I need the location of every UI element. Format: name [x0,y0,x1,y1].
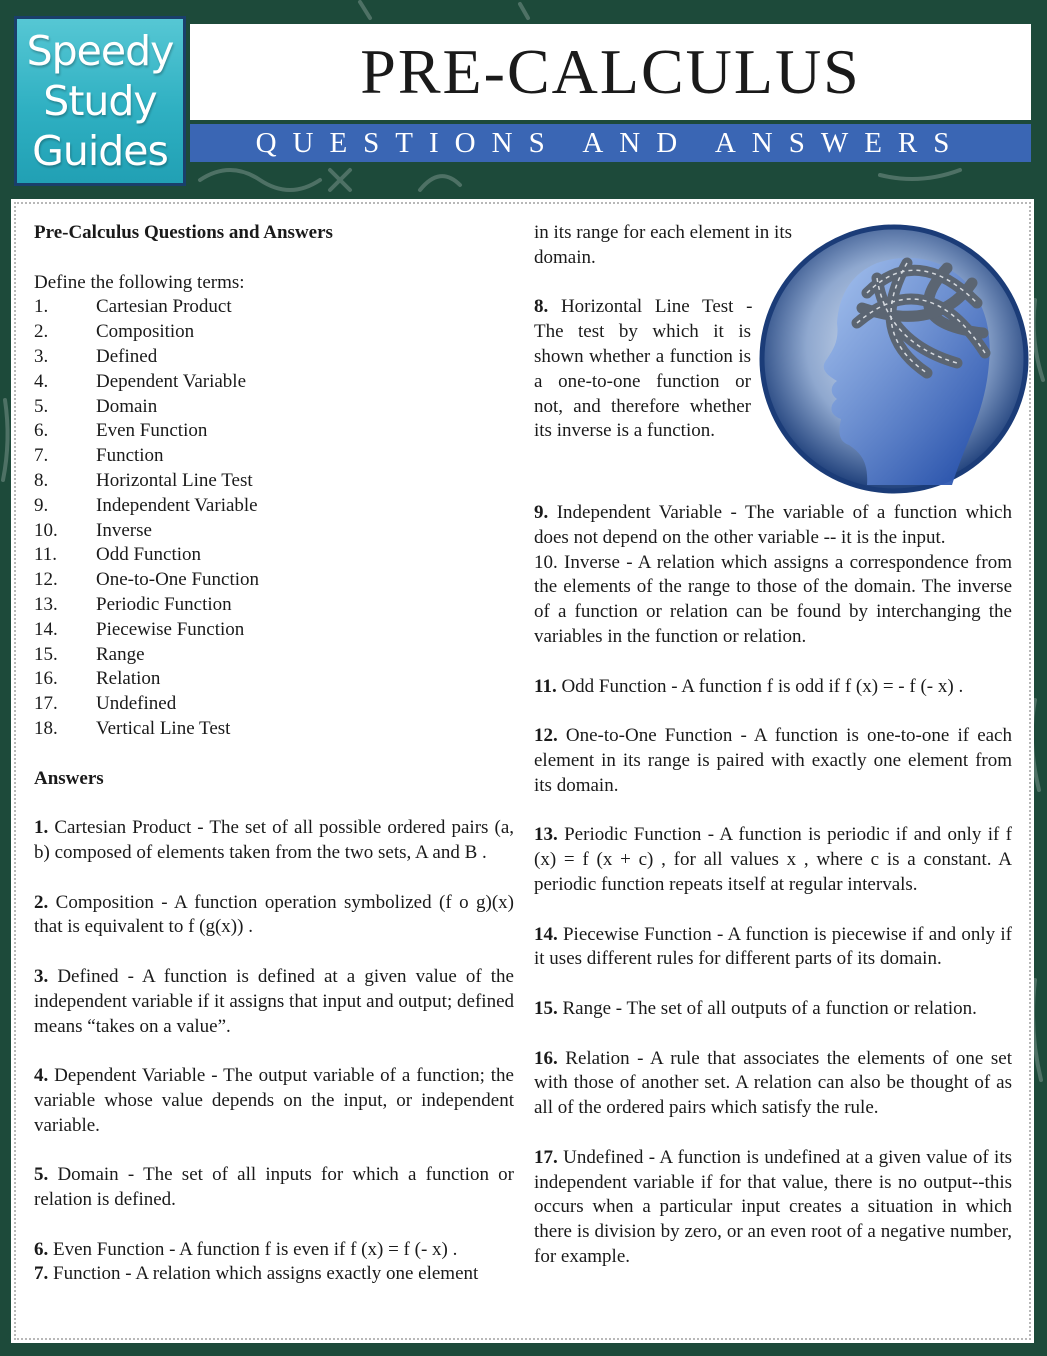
answer-text: Range - The set of all outputs of a function or relation. [557,997,977,1019]
term-number: 17. [34,693,58,715]
term-label: Dependent Variable [96,370,247,392]
answer-number: 2. [34,891,49,913]
answer-number: 8. [534,296,549,318]
list-item [34,494,514,519]
term-number: 8. [34,469,49,491]
answer-7 [34,1262,514,1287]
brain-illustration [757,223,1032,495]
list-item [34,469,514,494]
term-label: Relation [96,668,161,690]
subtitle-band [190,124,1031,162]
list-item [34,444,514,469]
answer-number: 16. [534,1047,558,1069]
term-label: Defined [96,345,158,367]
answer-11 [534,675,1012,700]
answer-number: 3. [34,965,49,987]
answer-text: Independent Variable - The variable of a function which does not depend on the other variable -- it is the input. [534,502,1012,548]
term-number: 10. [34,519,58,541]
term-label: Independent Variable [96,494,258,516]
list-item [34,667,514,692]
list-item [34,395,514,420]
logo-text-guides: Guides [32,127,168,175]
answers-heading: Answers [34,767,104,789]
term-number: 14. [34,618,58,640]
term-number: 15. [34,643,58,665]
content-heading: Pre-Calculus Questions and Answers [34,222,333,243]
term-number: 6. [34,420,49,442]
term-label: Piecewise Function [96,618,245,640]
answer-4 [34,1064,514,1138]
answer-number: 14. [534,923,558,945]
answer-number: 6. [34,1238,49,1260]
answer-number: 15. [534,997,558,1019]
answer-6 [34,1238,514,1263]
term-number: 11. [34,544,58,566]
list-item [34,692,514,717]
term-number: 2. [34,321,49,343]
answer-text: Piecewise Function - A function is piecewise if and only if it uses different rules for different parts of its domain. [534,923,1012,970]
term-number: 18. [34,717,58,739]
answer-number: 9. [534,502,549,523]
term-label: Horizontal Line Test [96,469,253,491]
answer-text: Odd Function - A function f is odd if f (x) = - f (- x) . [556,675,964,697]
term-number: 12. [34,569,58,591]
list-item [34,370,514,395]
term-label: Periodic Function [96,593,232,615]
term-label: Inverse [96,519,152,541]
term-number: 9. [34,494,49,516]
list-item [34,717,514,742]
logo-text-speedy: Speedy [26,27,174,75]
term-label: Cartesian Product [96,296,232,318]
answer-17 [534,1146,1012,1270]
term-label: Range [96,643,145,665]
answer-text: Composition - A function operation symbolized (f o g)(x) that is equivalent to f (g(x)) . [34,891,514,938]
answer-number: 17. [534,1146,558,1168]
page-subtitle: QUESTIONS AND ANSWERS [255,126,966,159]
right-column [534,221,1012,1270]
list-item [34,345,514,370]
term-number: 3. [34,345,49,367]
speedy-study-guides-logo [14,16,186,186]
left-column [34,221,514,1287]
answer-1 [34,816,514,866]
list-item [34,543,514,568]
page-title: PRE-CALCULUS [360,36,861,107]
logo-text-study: Study [43,77,157,125]
head-with-roads-icon [757,223,1032,495]
answer-text: Even Function - A function f is even if f (x) = f (- x) . [48,1238,458,1260]
answer-3 [34,965,514,1039]
answer-text: Relation - A rule that associates the elements of one set with those of another set. A relation can also be thought of as all of the ordered pairs which satisfy the rule. [534,1047,1012,1119]
list-item [34,320,514,345]
term-label: Vertical Line Test [96,717,231,739]
terms-intro: Define the following terms: [34,271,245,293]
answer-10: 10. Inverse - A relation which assigns a correspondence from the elements of the range to those of the domain. The inverse of a function or relation can be found by interchanging the variables in the function or relation. [534,551,1012,647]
term-label: One-to-One Function [96,569,260,591]
term-number: 16. [34,668,58,690]
term-number: 1. [34,296,49,318]
term-number: 5. [34,395,49,417]
answer-16 [534,1047,1012,1121]
answer-number: 1. [34,817,49,839]
answer-number: 12. [534,725,558,747]
answer-number: 5. [34,1164,49,1186]
answer-15 [534,997,1012,1022]
term-label: Undefined [96,693,177,715]
answer-text: Horizontal Line Test - The test by which it is shown whether a function is a one-to-one function or not, and therefore whether its inverse is a function. [534,296,753,442]
terms-list [34,295,514,741]
answer-text: Cartesian Product - The set of all possible ordered pairs (a, b) composed of elements taken from the two sets, A and B . [34,817,514,863]
answer-number: 11. [534,675,557,697]
answer-number: 7. [34,1263,49,1285]
answer-number: 4. [34,1065,49,1087]
term-label: Domain [96,395,158,417]
answer-text: One-to-One Function - A function is one-to-one if each element in its range is paired with exactly one element from its domain. [534,725,1012,796]
term-number: 7. [34,445,49,467]
list-item [34,568,514,593]
answer-text: Function - A relation which assigns exactly one element [48,1263,479,1285]
term-label: Composition [96,321,195,343]
term-number: 4. [34,370,49,392]
list-item [34,519,514,544]
list-item [34,295,514,320]
term-label: Function [96,445,164,467]
list-item [34,643,514,668]
term-label: Even Function [96,420,208,442]
list-item [34,419,514,444]
answer-9 [534,501,1012,551]
answer-13 [534,823,1012,897]
list-item [34,593,514,618]
list-item [34,618,514,643]
answer-text: Domain - The set of all inputs for which a function or relation is defined. [34,1164,514,1211]
answer-text: Defined - A function is defined at a given value of the independent variable if it assigns that input and output; defined means “takes on a value”. [34,965,514,1037]
answer-2 [34,891,514,941]
answer-text: Dependent Variable - The output variable of a function; the variable whose value depends on the input, or independent variable. [34,1065,514,1136]
answer-5 [34,1163,514,1213]
answer-12 [534,724,1012,798]
answer-7-continued: in its range for each element in its domain. [534,222,792,268]
answer-14 [534,923,1012,973]
answer-text: Periodic Function - A function is periodic if and only if f (x) = f (x + c) , for all values x , where c is a constant. A periodic function repeats itself at regular intervals. [534,824,1012,895]
answer-number: 13. [534,824,558,846]
term-label: Odd Function [96,544,202,566]
content-panel [14,202,1031,1340]
term-number: 13. [34,593,58,615]
answer-text: Undefined - A function is undefined at a given value of its independent variable if for that value, there is no output--this occurs when a particular input creates a situation in which there is division by zero, or an even root of a negative number, for example. [534,1146,1012,1267]
title-band [190,24,1031,120]
